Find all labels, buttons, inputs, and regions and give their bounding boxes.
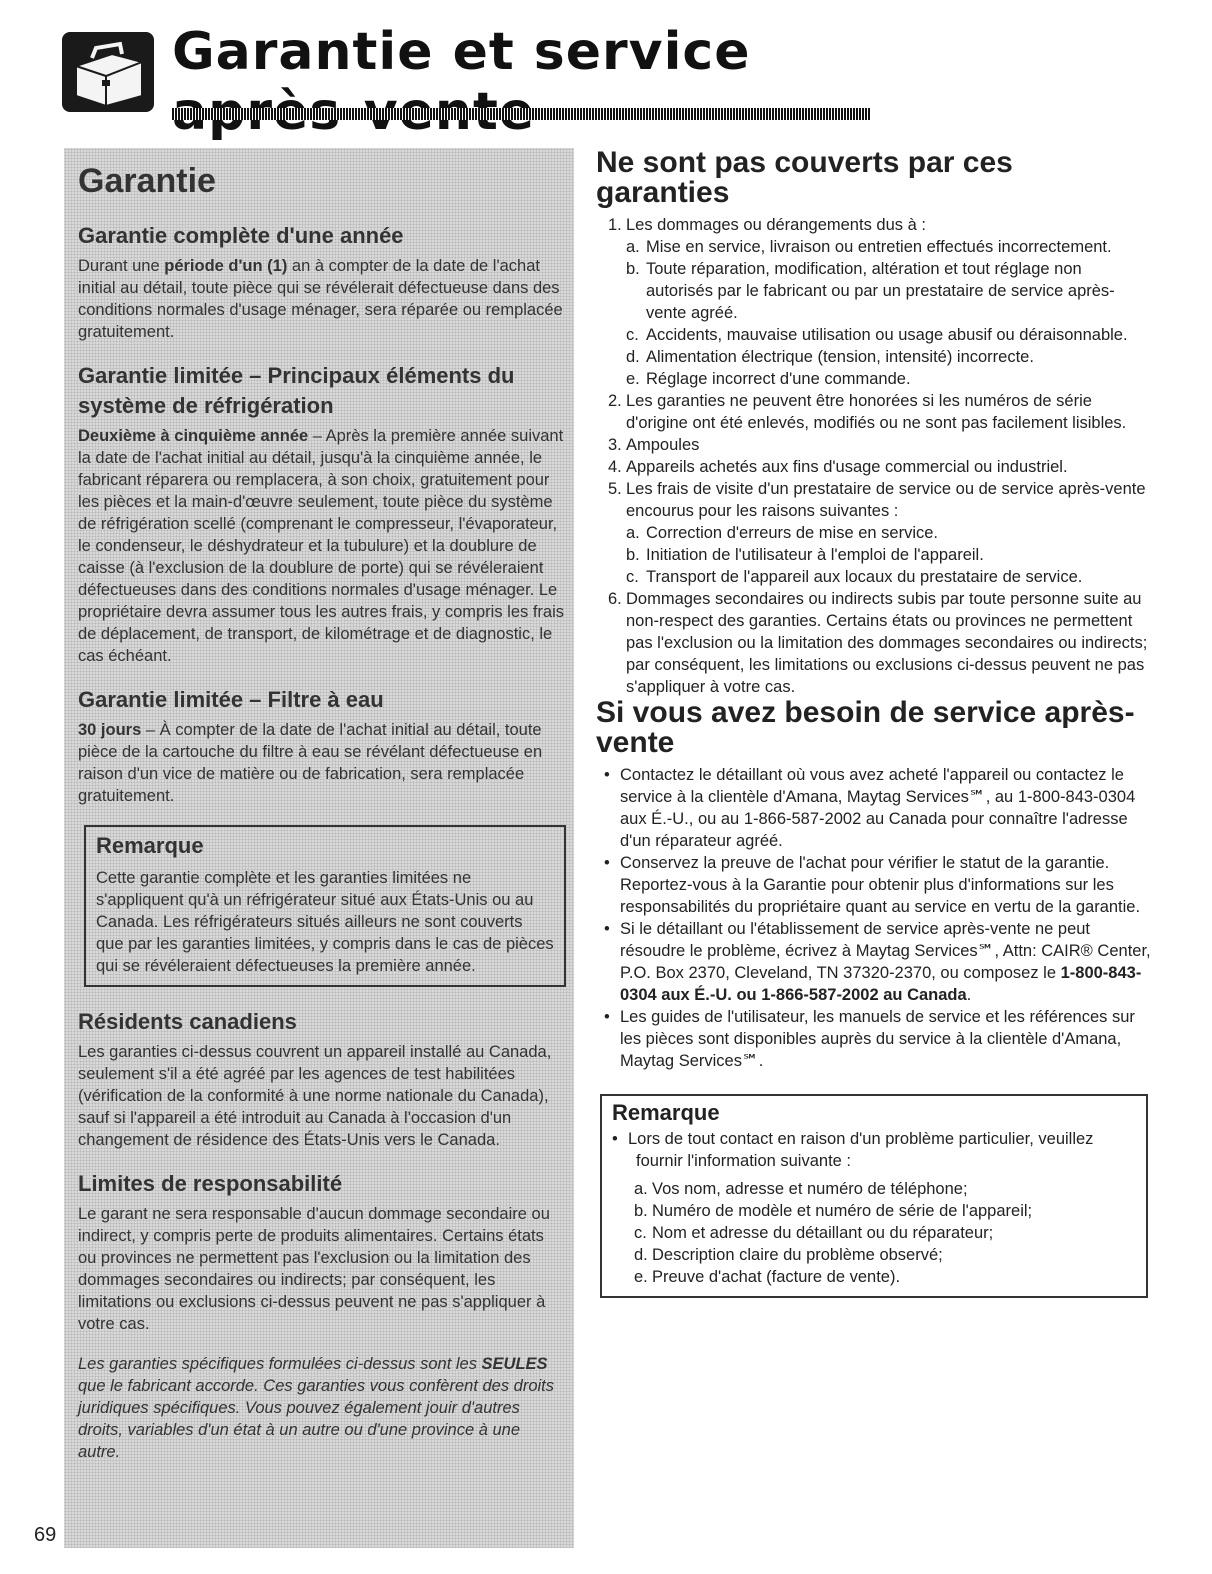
note-title: Remarque: [96, 833, 204, 858]
note-text: Cette garantie complète et les garanties limitées ne s'appliquent qu'à un réfrigérateur situé aux États-Unis ou au Canada. Les réfrigérateurs situés ailleurs ne sont couverts que par les garanties limitées, y compris dans le cas de pièces qui se révéleraient défectueuses la première année.: [96, 869, 554, 975]
canadian-residents-text: Les garanties ci-dessus couvrent un appareil installé au Canada, seulement s'il a été agréé par les agences de test habilitées (vérification de la conformité à une norme nationale du Canada), sauf si l'appareil a été introduit au Canada à l'occasion d'un changement de résidence des États-Unis vers le Canada.: [78, 1043, 552, 1149]
sub-list-item: c. Accidents, mauvaise utilisation ou usage abusif ou déraisonnable.: [626, 326, 1128, 344]
item-number: 2.: [608, 392, 622, 410]
sub-list-item: a. Mise en service, livraison ou entretien effectués incorrectement.: [626, 238, 1112, 256]
item-text: Les dommages ou dérangements dus à :: [626, 216, 926, 234]
list-item: [596, 214, 1152, 390]
service-list: [596, 764, 1152, 1072]
item-number: 6.: [608, 590, 622, 608]
full-warranty-title: Garantie complète d'une année: [78, 223, 404, 248]
list-item: • Lors de tout contact en raison d'un problème particulier, veuillez fournir l'information suivante :: [612, 1130, 1094, 1170]
list-item: • Si le détaillant ou l'établissement de service après-vente ne peut résoudre le problème, écrivez à Maytag Services℠, Attn: CAIR® Center, P.O. Box 2370, Cleveland, TN 37320-2370, ou composez le 1-800-843-0304 aux É.-U. ou 1-866-587-2002 au Canada.: [604, 920, 1151, 1004]
closing-statement: Les garanties spécifiques formulées ci-dessus sont les SEULES que le fabricant accorde. Ces garanties vous confèrent des droits juridiques spécifiques. Vous pouvez également jouir d'autres droits, variables d'un état à un autre ou d'une province à une autre.: [78, 1355, 555, 1461]
list-item: e. Preuve d'achat (facture de vente).: [634, 1268, 901, 1286]
list-item: [596, 390, 1152, 434]
list-item: [596, 434, 1152, 456]
list-item: d. Description claire du problème observé;: [634, 1246, 943, 1264]
toolbox-icon: [62, 32, 154, 112]
limited-warranty-filter-text: 30 jours – À compter de la date de l'achat initial au détail, toute pièce de la cartouche du filtre à eau se révélant défectueuse en raison d'un vice de matière ou de fabrication, sera remplacée gratuitement.: [78, 721, 543, 805]
warranty-panel: [64, 148, 574, 1548]
item-text: Ampoules: [626, 436, 700, 454]
list-item: • Les guides de l'utilisateur, les manuels de service et les références sur les pièces sont disponibles auprès du service à la clientèle d'Amana, Maytag Services℠.: [604, 1008, 1135, 1070]
page-title: Garantie et service: [172, 22, 751, 82]
list-item: a. Vos nom, adresse et numéro de téléphone;: [634, 1180, 968, 1198]
item-text: Les garanties ne peuvent être honorées si les numéros de série d'origine ont été enlevés, modifiés ou ne sont pas facilement lisibles.: [626, 392, 1127, 432]
full-warranty-text: Durant une période d'un (1) an à compter de la date de l'achat initial au détail, toute pièce qui se révélerait défectueuse dans des conditions normales d'usage ménager, sera réparée ou remplacée gratuitement.: [78, 257, 563, 341]
list-item: [596, 478, 1152, 588]
item-text: Les frais de visite d'un prestataire de service ou de service après-vente encourus pour les raisons suivantes :: [626, 480, 1146, 520]
service-note-title: Remarque: [612, 1100, 720, 1125]
service-note-items: [612, 1178, 1136, 1288]
warranty-note-box: [84, 825, 566, 987]
item-number: 3.: [608, 436, 622, 454]
limited-warranty-filter-title: Garantie limitée – Filtre à eau: [78, 687, 384, 712]
list-item: [596, 456, 1152, 478]
list-item: c. Nom et adresse du détaillant ou du réparateur;: [634, 1224, 994, 1242]
sub-list-item: c. Transport de l'appareil aux locaux du prestataire de service.: [626, 568, 1083, 586]
right-column: [596, 148, 1152, 1298]
liability-limits-text: Le garant ne sera responsable d'aucun dommage secondaire ou indirect, y compris perte de produits alimentaires. Certains états ou provinces ne permettent pas l'exclusion ou la limitation des dommages secondaires ou indirects; par conséquent, les limitations ou exclusions ci-dessus peuvent ne pas s'appliquer à votre cas.: [78, 1205, 550, 1333]
sub-list-item: a. Correction d'erreurs de mise en service.: [626, 524, 939, 542]
sub-list-item: b. Initiation de l'utilisateur à l'emploi de l'appareil.: [626, 546, 984, 564]
sub-list-item: d. Alimentation électrique (tension, intensité) incorrecte.: [626, 348, 1034, 366]
item-number: 1.: [608, 216, 622, 234]
list-item: [596, 588, 1152, 698]
service-heading: Si vous avez besoin de service après-vente: [596, 696, 1135, 759]
title-underline: [172, 108, 870, 120]
canadian-residents-title: Résidents canadiens: [78, 1009, 297, 1034]
liability-limits-title: Limites de responsabilité: [78, 1171, 343, 1196]
list-item: • Conservez la preuve de l'achat pour vérifier le statut de la garantie. Reportez-vous à la Garantie pour obtenir plus d'informations sur les responsabilités du propriétaire quant au service en vertu de la garantie.: [604, 854, 1141, 916]
item-text: Dommages secondaires ou indirects subis par toute personne suite au non-respect des garanties. Certains états ou provinces ne permettent pas l'exclusion ou la limitation des dommages secondaires ou indirects; par conséquent, les limitations ou exclusions ci-dessus peuvent ne pas s'appliquer à votre cas.: [626, 590, 1148, 696]
limited-warranty-refrigeration-text: Deuxième à cinquième année – Après la première année suivant la date de l'achat initial au détail, jusqu'à la cinquième année, le fabricant réparera ou remplacera, à son choix, gratuitement pour les pièces et la main-d'œuvre seulement, toute pièce du système de réfrigération scellé (comprenant le compresseur, l'évaporateur, le condenseur, le déshydrateur et la tubulure) et la doublure de caisse (à l'exclusion de la doublure de porte) qui se révéleraient défectueuses dans des conditions normales d'usage ménager. Le propriétaire devra assumer tous les autres frais, y compris les frais de déplacement, de transport, de kilométrage et de diagnostic, le cas échéant.: [78, 427, 565, 665]
warranty-heading: Garantie: [78, 162, 216, 200]
exclusions-heading: Ne sont pas couverts par ces garanties: [596, 146, 1013, 209]
sub-list: [626, 522, 1152, 588]
item-number: 4.: [608, 458, 622, 476]
item-number: 5.: [608, 480, 622, 498]
item-text: Appareils achetés aux fins d'usage commercial ou industriel.: [626, 458, 1068, 476]
sub-list: [626, 236, 1152, 390]
list-item: • Contactez le détaillant où vous avez acheté l'appareil ou contactez le service à la clientèle d'Amana, Maytag Services℠, au 1-800-843-0304 aux É.-U., ou au 1-866-587-2002 au Canada pour connaître l'adresse d'un réparateur agréé.: [604, 766, 1136, 850]
limited-warranty-refrigeration-title: Garantie limitée – Principaux éléments du système de réfrigération: [78, 363, 515, 418]
service-note-intro: [612, 1128, 1136, 1172]
sub-list-item: b. Toute réparation, modification, altération et tout réglage non autorisés par le fabricant ou par un prestataire de service après-vente agréé.: [626, 260, 1115, 322]
exclusions-list: [596, 214, 1152, 698]
sub-list-item: e. Réglage incorrect d'une commande.: [626, 370, 911, 388]
page-number: 69: [34, 1524, 57, 1546]
page-header: [62, 22, 870, 120]
service-note-box: [600, 1094, 1148, 1298]
list-item: b. Numéro de modèle et numéro de série de l'appareil;: [634, 1202, 1033, 1220]
